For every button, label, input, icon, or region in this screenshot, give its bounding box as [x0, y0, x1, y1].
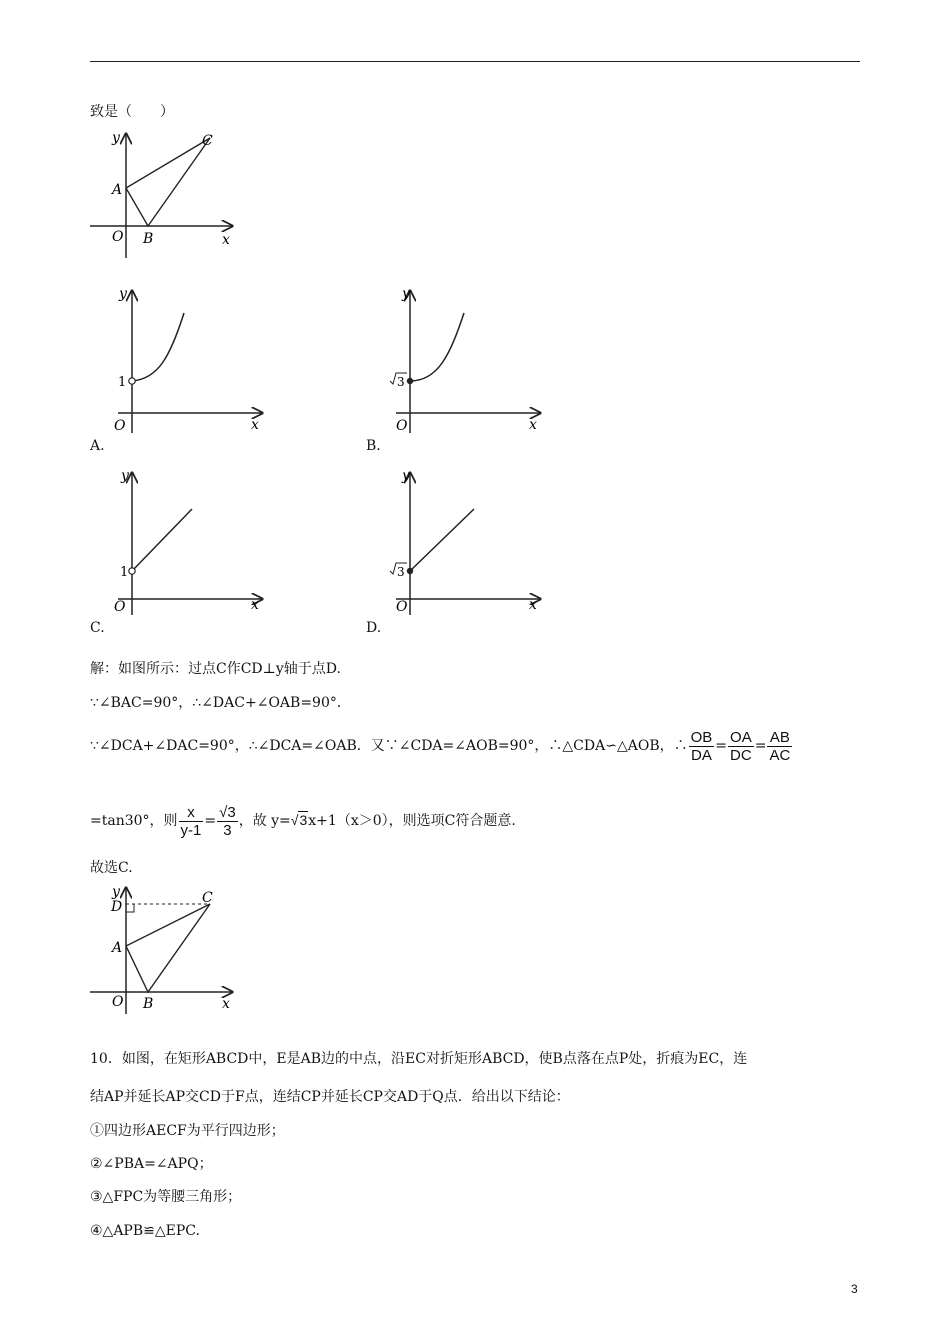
curve — [410, 313, 464, 381]
fraction-denominator: DA — [691, 746, 712, 764]
solution-line-4-end: x+1（x＞0），则选项C符合题意. — [308, 813, 516, 829]
option-d-graph — [386, 467, 546, 617]
solution-conclusion: 故选C. — [90, 860, 133, 876]
option-a-graph — [108, 285, 268, 435]
fraction-oa-dc — [728, 729, 754, 764]
origin-label: O — [396, 599, 408, 615]
fraction-ob-da — [689, 729, 715, 764]
intercept-label: 3 — [397, 375, 405, 389]
equals-sign: = — [754, 738, 767, 754]
origin-label: O — [396, 418, 408, 434]
fraction-denominator: DC — [730, 746, 752, 764]
solution-line-4-mid: ，故 y= — [238, 813, 291, 829]
fraction-numerator: OB — [690, 728, 713, 746]
solution-figure — [88, 884, 238, 1016]
curve — [132, 313, 184, 381]
fraction-x-over-y-minus-1 — [179, 804, 204, 839]
question-tail: 致是（ ） — [90, 104, 174, 120]
triangle-abc — [126, 904, 210, 992]
point-c-label: C — [202, 133, 213, 149]
intercept-label: 1 — [120, 565, 129, 580]
y-label: y — [112, 130, 120, 146]
option-c-label: C. — [90, 620, 105, 636]
right-angle-mark — [126, 904, 134, 912]
option-c-graph — [108, 467, 268, 617]
point-c-label: C — [202, 890, 213, 906]
question-10-line-2: 结AP并延长AP交CD于F点，连结CP并延长CP交AD于Q点．给出以下结论： — [90, 1089, 570, 1105]
point-b-label: B — [143, 231, 154, 247]
x-label: x — [222, 996, 230, 1012]
solution-line-3 — [90, 726, 793, 766]
ray — [132, 509, 192, 571]
origin-label: O — [114, 418, 126, 434]
fraction-ab-ac — [767, 729, 792, 764]
point-a-label: A — [112, 182, 123, 198]
origin-label: O — [114, 599, 126, 615]
radicand: 3 — [227, 803, 236, 821]
point-b-label: B — [143, 996, 154, 1012]
option-d-label: D. — [366, 620, 382, 636]
point-a-label: A — [112, 940, 123, 956]
origin-label: O — [112, 994, 124, 1010]
solution-line-2: ∵∠BAC=90°，∴∠DAC+∠OAB=90°． — [90, 695, 351, 711]
origin-label: O — [112, 229, 124, 245]
fraction-sqrt3-over-3 — [217, 804, 238, 839]
x-label: x — [222, 232, 230, 248]
x-label: x — [251, 597, 259, 613]
option-a-label: A. — [90, 438, 105, 454]
closed-point — [407, 568, 413, 574]
closed-point — [407, 378, 413, 384]
question-10-item-2: ②∠PBA=∠APQ； — [90, 1156, 213, 1172]
open-point — [129, 378, 135, 384]
y-label: y — [121, 468, 129, 484]
solution-line-4-start: =tan30°，则 — [90, 813, 178, 829]
question-10-item-1: ①四边形AECF为平行四边形； — [90, 1123, 285, 1139]
triangle-abc — [126, 138, 210, 226]
question-10-line-1: 10．如图，在矩形ABCD中，E是AB边的中点，沿EC对折矩形ABCD，使B点落在点P处，折痕为EC，连 — [90, 1051, 748, 1067]
option-b-label: B. — [366, 438, 381, 454]
fraction-numerator: √3 — [219, 803, 236, 821]
question-10-item-4: ④△APB≌△EPC. — [90, 1223, 200, 1239]
fraction-numerator: AB — [767, 729, 792, 747]
intercept-label: 1 — [118, 375, 127, 390]
radicand: 3 — [299, 812, 308, 828]
solution-line-1: 解：如图所示：过点C作CD⊥y轴于点D. — [90, 661, 341, 677]
equals-sign: = — [715, 738, 728, 754]
y-label: y — [402, 286, 410, 302]
point-d-label: D — [111, 899, 123, 915]
header-rule — [90, 61, 860, 62]
fraction-numerator: x — [179, 804, 204, 822]
fraction-numerator: OA — [730, 728, 752, 746]
equals-sign: = — [204, 813, 217, 829]
open-point — [129, 568, 135, 574]
ray — [410, 509, 474, 571]
sqrt-3: √3 — [290, 812, 308, 828]
solution-line-3-text: ∵∠DCA+∠DAC=90°，∴∠DCA=∠OAB．又∵∠CDA=∠AOB=90°，∴△CDA∽△AOB，∴ — [90, 738, 688, 754]
option-b-graph — [386, 285, 546, 435]
question-10-item-3: ③△FPC为等腰三角形； — [90, 1189, 242, 1205]
y-label: y — [112, 884, 120, 900]
page-number: 3 — [851, 1282, 858, 1296]
y-label: y — [119, 286, 127, 302]
fraction-denominator: 3 — [223, 821, 232, 839]
fraction-denominator: y-1 — [180, 821, 202, 839]
fraction-denominator: AC — [769, 746, 791, 764]
solution-line-4 — [90, 800, 516, 841]
intercept-label: 3 — [397, 565, 405, 579]
x-label: x — [529, 597, 537, 613]
question-figure — [88, 128, 238, 260]
x-label: x — [251, 417, 259, 433]
y-label: y — [402, 468, 410, 484]
x-label: x — [529, 417, 537, 433]
